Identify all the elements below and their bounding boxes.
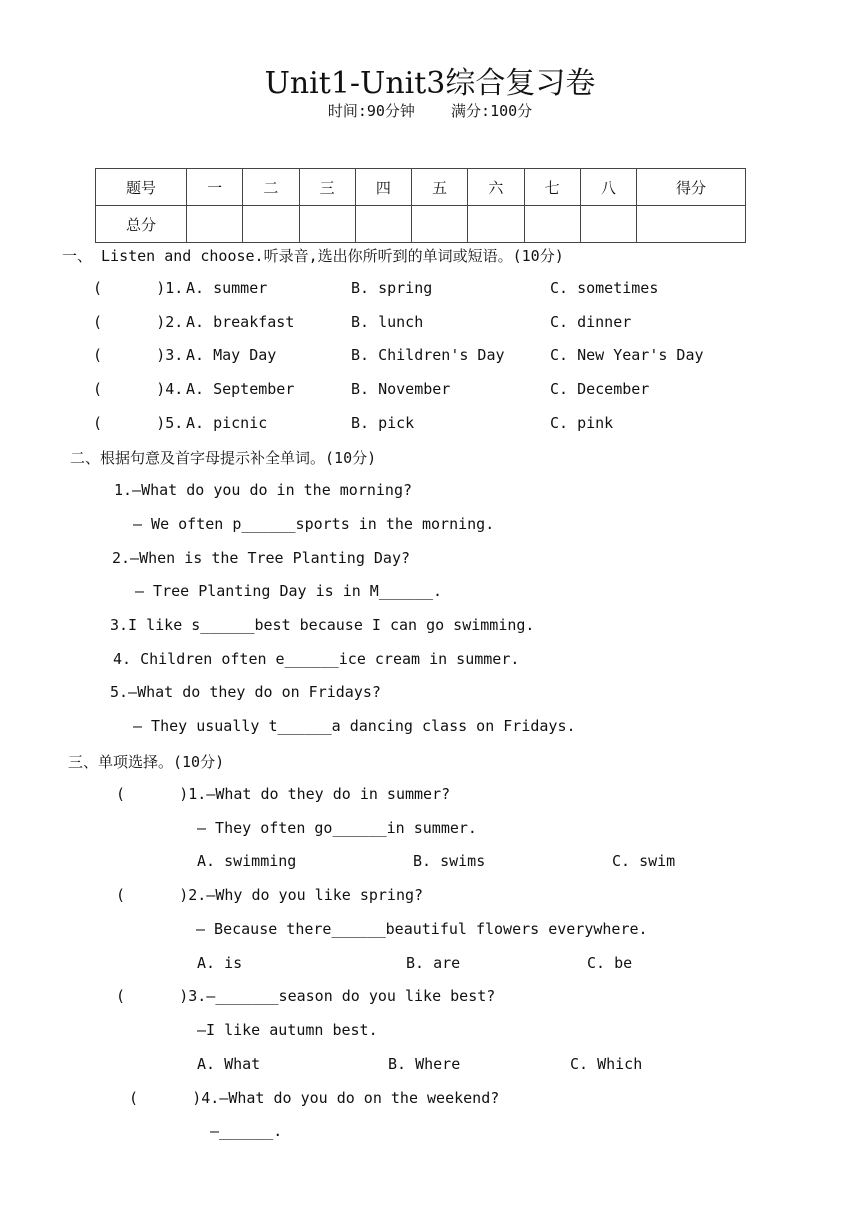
score-header-cell: 题号 xyxy=(96,169,187,206)
score-table-header-row xyxy=(96,169,746,206)
s1-q5-option-c: C. pink xyxy=(550,414,614,432)
s1-q4-number: ( )4. xyxy=(93,380,184,398)
s3-q1-stem: ( )1.—What do they do in summer? xyxy=(116,785,451,803)
score-header-cell: 八 xyxy=(580,169,636,206)
s3-q3-option-c: C. Which xyxy=(570,1055,643,1073)
s1-q4-option-a: A. September xyxy=(186,380,295,398)
s3-q1-option-c: C. swim xyxy=(612,852,676,870)
score-input-cell[interactable] xyxy=(637,206,746,243)
score-input-cell[interactable] xyxy=(299,206,355,243)
s2-line: 4. Children often e______ice cream in summer. xyxy=(113,650,520,668)
exam-info: 时间:90分钟 满分:100分 xyxy=(327,102,533,120)
score-input-cell[interactable] xyxy=(187,206,243,243)
s1-q4-option-b: B. November xyxy=(351,380,451,398)
s1-q2-option-a: A. breakfast xyxy=(186,313,295,331)
s2-line: 2.—When is the Tree Planting Day? xyxy=(112,549,411,567)
score-input-cell[interactable] xyxy=(524,206,580,243)
s2-line: 1.—What do you do in the morning? xyxy=(114,481,413,499)
total-label-cell: 总分 xyxy=(96,206,187,243)
s3-q1-line2: — They often go______in summer. xyxy=(197,819,477,837)
page-title: Unit1-Unit3综合复习卷 xyxy=(264,66,596,101)
s3-q2-option-b: B. are xyxy=(406,954,461,972)
score-header-cell: 四 xyxy=(355,169,411,206)
s1-q3-option-a: A. May Day xyxy=(186,346,277,364)
s1-q2-number: ( )2. xyxy=(93,313,184,331)
s2-line: — We often p______sports in the morning. xyxy=(133,515,495,533)
s3-q2-option-a: A. is xyxy=(197,954,243,972)
score-header-cell: 七 xyxy=(524,169,580,206)
s3-q3-option-b: B. Where xyxy=(388,1055,461,1073)
score-input-cell[interactable] xyxy=(580,206,636,243)
s1-q5-option-b: B. pick xyxy=(351,414,415,432)
s1-q3-option-c: C. New Year's Day xyxy=(550,346,704,364)
section2-heading: 二、根据句意及首字母提示补全单词。(10分) xyxy=(70,449,377,467)
s3-q4-stem: ( )4.—What do you do on the weekend? xyxy=(129,1089,500,1107)
s1-q1-option-c: C. sometimes xyxy=(550,279,659,297)
section1-heading: 一、 Listen and choose.听录音,选出你所听到的单词或短语。(10分) xyxy=(62,247,564,265)
s3-q2-option-c: C. be xyxy=(587,954,633,972)
s1-q1-option-a: A. summer xyxy=(186,279,268,297)
score-input-cell[interactable] xyxy=(468,206,524,243)
s1-q2-option-c: C. dinner xyxy=(550,313,632,331)
score-header-cell: 得分 xyxy=(637,169,746,206)
s3-q3-option-a: A. What xyxy=(197,1055,261,1073)
s2-line: 5.—What do they do on Fridays? xyxy=(110,683,381,701)
score-input-cell[interactable] xyxy=(412,206,468,243)
s3-q2-line2: — Because there______beautiful flowers everywhere. xyxy=(196,920,648,938)
s1-q3-number: ( )3. xyxy=(93,346,184,364)
s1-q4-option-c: C. December xyxy=(550,380,650,398)
s3-q3-line2: —I like autumn best. xyxy=(197,1021,378,1039)
score-input-cell[interactable] xyxy=(355,206,411,243)
score-input-cell[interactable] xyxy=(243,206,299,243)
s2-line: — They usually t______a dancing class on Fridays. xyxy=(133,717,576,735)
score-table-total-row xyxy=(96,206,746,243)
s1-q5-option-a: A. picnic xyxy=(186,414,268,432)
score-table xyxy=(95,168,746,243)
s3-q1-option-a: A. swimming xyxy=(197,852,297,870)
score-header-cell: 五 xyxy=(412,169,468,206)
s3-q1-option-b: B. swims xyxy=(413,852,486,870)
s3-q4-line2: —______. xyxy=(210,1122,283,1140)
s2-line: — Tree Planting Day is in M______. xyxy=(135,582,443,600)
s2-line: 3.I like s______best because I can go swimming. xyxy=(110,616,535,634)
score-header-cell: 一 xyxy=(187,169,243,206)
score-header-cell: 三 xyxy=(299,169,355,206)
s1-q1-number: ( )1. xyxy=(93,279,184,297)
score-header-cell: 六 xyxy=(468,169,524,206)
s1-q2-option-b: B. lunch xyxy=(351,313,424,331)
s1-q3-option-b: B. Children's Day xyxy=(351,346,505,364)
s1-q1-option-b: B. spring xyxy=(351,279,433,297)
s3-q2-stem: ( )2.—Why do you like spring? xyxy=(116,886,424,904)
s3-q3-stem: ( )3.—_______season do you like best? xyxy=(116,987,496,1005)
score-header-cell: 二 xyxy=(243,169,299,206)
section3-heading: 三、单项选择。(10分) xyxy=(68,753,225,771)
s1-q5-number: ( )5. xyxy=(93,414,184,432)
